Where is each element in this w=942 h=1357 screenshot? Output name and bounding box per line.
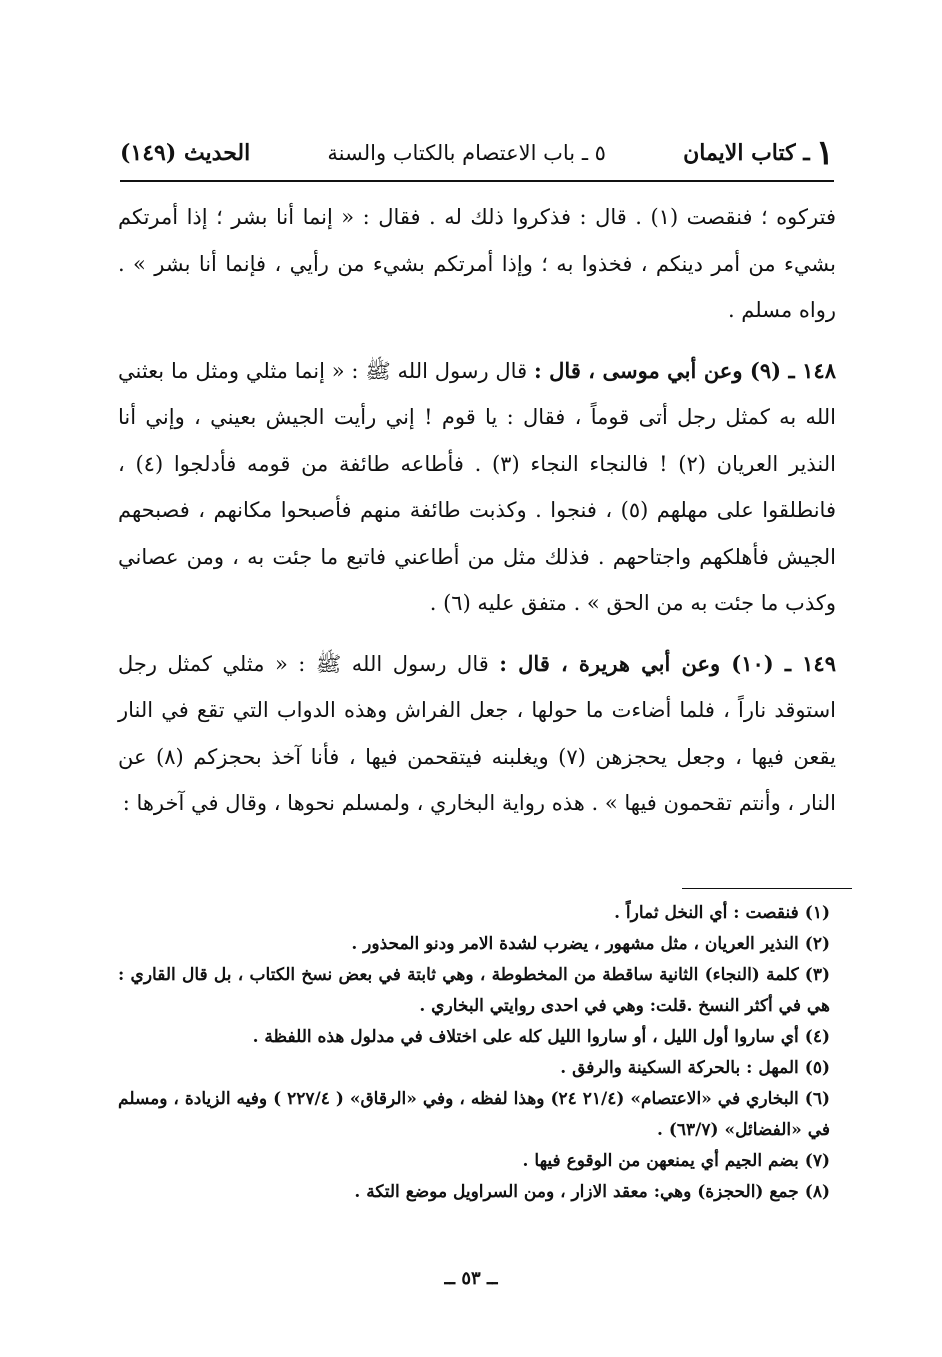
- paragraph: [118, 641, 836, 827]
- footnote: [118, 1053, 830, 1084]
- paragraph-text: قال رسول الله ﷺ : « مثلي كمثل رجل استوقد ناراً ، فلما أضاءت ما حولها ، جعل الفراش وهذه الدواب التي تقع في النار يقعن فيها ، وجعل يحجزهن (٧) ويغلبنه فيتقحمن فيها ، فأنا آخذ بحجزكم (٨) عن النار ، وأنتم تقحمون فيها » . هذه رواية البخاري ، ولمسلم نحوها ، وقال في آخرها :: [118, 651, 836, 815]
- hadith-reference: الحديث (١٤٩): [120, 140, 251, 166]
- footnote-number: (١): [804, 903, 830, 923]
- book-title: [683, 133, 834, 173]
- footnote: [118, 1177, 830, 1208]
- footnote-number: (٧): [804, 1151, 830, 1171]
- hadith-lead: ١٤٩ ـ (١٠) وعن أبي هريرة ، قال :: [499, 650, 836, 676]
- footnote-number: (٨): [804, 1182, 830, 1202]
- footnote: [118, 898, 830, 929]
- footnote-number: (٤): [804, 1027, 830, 1047]
- footnote-text: كلمة (النجاء) الثانية ساقطة من المخطوطة ، وهي ثابتة في بعض نسخ الكتاب ، بل قال القاري : هي في أكثر النسخ .قلت: وهي في احدى روايتي البخاري .: [118, 965, 830, 1016]
- chapter-title: ٥ ـ باب الاعتصام بالكتاب والسنة: [327, 141, 606, 165]
- paragraph-text: قال رسول الله ﷺ : « إنما مثلي ومثل ما بعثني الله به كمثل رجل أتى قوماً ، فقال : يا قوم ! إني رأيت الجيش بعيني ، وإني أنا النذير العريان (٢) ! فالنجاء النجاء (٣) . فأطاعه طائفة من قومه فأدلجوا (٤) ، فانطلقوا على مهلهم (٥) ، فنجوا . وكذبت طائفة منهم فأصبحوا مكانهم ، فصبحهم الجيش فأهلكهم واجتاحهم . فذلك مثل من أطاعني فاتبع ما جئت به ، ومن عصاني وكذب ما جئت به من الحق » . متفق عليه (٦) .: [118, 358, 836, 615]
- footnotes: [118, 898, 830, 1208]
- footnote-text: فنقصت : أي النخل ثماراً .: [614, 903, 799, 923]
- footnote-text: بضم الجيم أي يمنعهن من الوقوع فيها .: [522, 1151, 799, 1171]
- footnote-text: البخاري في «الاعتصام» (٢١/٤ ٢٤) وهذا لفظه ، وفي «الرقاق» ( ٢٢٧/٤ ) وفيه الزيادة ، ومسلم في «الفضائل» (٦٣/٧) .: [118, 1089, 830, 1140]
- footnote: [118, 1022, 830, 1053]
- page-number: ــ ٥٣ ــ: [444, 1268, 498, 1289]
- footnote-number: (٦): [804, 1089, 830, 1109]
- main-text: [118, 194, 836, 827]
- paragraph: [118, 348, 836, 627]
- footnote-number: (٢): [804, 934, 830, 954]
- running-header: [120, 128, 834, 178]
- footnote: [118, 929, 830, 960]
- paragraph: [118, 194, 836, 334]
- book-title-text: ـ كتاب الايمان: [683, 140, 810, 166]
- footnote-text: النذير العريان ، مثل مشهور ، يضرب لشدة الامر ودنو المحذور .: [351, 934, 799, 954]
- book-number: ١: [815, 133, 834, 173]
- hadith-lead: ١٤٨ ـ (٩) وعن أبي موسى ، قال :: [533, 357, 836, 383]
- paragraph-text: فتركوه ؛ فنقصت (١) . قال : فذكروا ذلك له . فقال : « إنما أنا بشر ؛ إذا أمرتكم بشيء من أمر دينكم ، فخذوا به ؛ وإذا أمرتكم بشيء من رأيي ، فإنما أنا بشر » . رواه مسلم .: [118, 205, 836, 322]
- footnote-number: (٣): [804, 965, 830, 985]
- header-divider: [120, 180, 834, 182]
- footnote-divider: [682, 888, 852, 889]
- footnote: [118, 1084, 830, 1146]
- footnote: [118, 1146, 830, 1177]
- footnote: [118, 960, 830, 1022]
- footnote-text: المهل : بالحركة السكينة والرفق .: [560, 1058, 799, 1078]
- footnote-number: (٥): [804, 1058, 830, 1078]
- footnote-text: أي ساروا أول الليل ، أو ساروا الليل كله على اختلاف في مدلول هذه اللفظة .: [252, 1027, 799, 1047]
- footnote-text: جمع (الحجزة) وهي: معقد الازار ، ومن السراويل موضع التكة .: [354, 1182, 799, 1202]
